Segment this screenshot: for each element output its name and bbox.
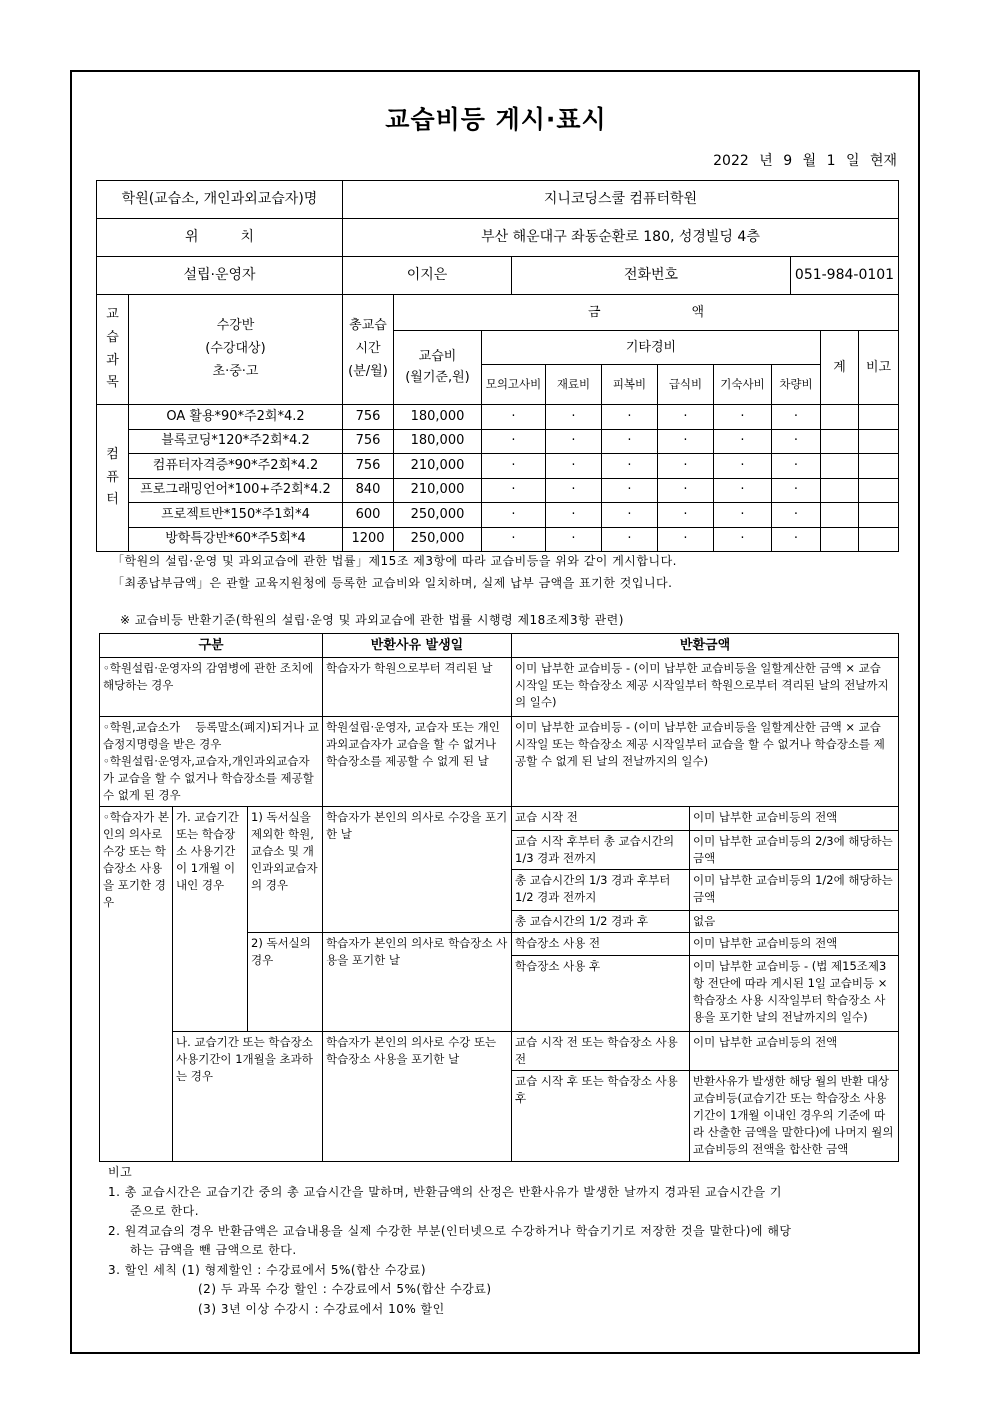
total-header: 계 xyxy=(821,331,859,405)
refund-date: 학습자가 학원으로부터 격리된 날 xyxy=(323,658,512,717)
total-cell xyxy=(821,478,859,503)
other-expense-cell: · xyxy=(482,503,546,528)
other-expense-cell: · xyxy=(546,503,602,528)
refund-condition: 총 교습시간의 1/2 경과 후 xyxy=(512,911,690,933)
remark-2: 2. 원격교습의 경우 반환금액은 교습내용을 실제 수강한 부분(인터넷으로 수강하거나 학습기기로 저장한 것을 말한다)에 해당 xyxy=(108,1223,792,1238)
remark-1-cont: 준으로 한다. xyxy=(130,1204,200,1218)
note-2: 「최종납부금액」은 관할 교육지원청에 등록한 교습비와 일치하며, 실제 납부 금액을 표기한 것입니다. xyxy=(112,576,673,590)
class-header-line1: 수강반 xyxy=(216,318,255,334)
other-expense-cell: · xyxy=(546,478,602,503)
refund-condition: 학습장소 사용 전 xyxy=(512,933,690,956)
fee-cell: 250,000 xyxy=(394,503,482,528)
other-expense-cell: · xyxy=(546,429,602,454)
hours-cell: 756 xyxy=(343,454,394,479)
date-day-label: 일 xyxy=(845,153,860,169)
location-label: 위 치 xyxy=(97,219,343,257)
refund-amount: 없음 xyxy=(690,911,899,933)
class-cell: 프로젝트반*150*주1회*4 xyxy=(129,503,343,528)
date-month-label: 월 xyxy=(802,153,817,169)
total-cell xyxy=(821,454,859,479)
other-expense-cell: · xyxy=(772,429,821,454)
other-expense-cell: · xyxy=(714,478,772,503)
fee-cell: 250,000 xyxy=(394,527,482,552)
other-expense-cell: · xyxy=(482,405,546,430)
refund-table xyxy=(99,633,899,1162)
hours-header-line1: 총교습 xyxy=(349,318,387,334)
refund-case-line: ◦학원설립·운영자,교습자,개인과외교습자가 교습을 할 수 없거나 학습장소를 제공할 수 없게 된 경우 xyxy=(103,754,314,802)
phone-label: 전화번호 xyxy=(512,257,791,295)
other-item-header: 재료비 xyxy=(546,365,602,405)
other-expense-cell: · xyxy=(602,405,658,430)
class-header-line2: (수강대상) xyxy=(205,341,266,357)
refund-amount: 이미 납부한 교습비등의 2/3에 해당하는 금액 xyxy=(690,831,899,870)
fee-row xyxy=(97,454,899,479)
other-expense-cell: · xyxy=(772,478,821,503)
remark-cell xyxy=(859,527,899,552)
refund-condition: 교습 시작 후부터 총 교습시간의 1/3 경과 전까지 xyxy=(512,831,690,870)
remark-2-cont: 하는 금액을 뺀 금액으로 한다. xyxy=(130,1243,297,1257)
hours-cell: 1200 xyxy=(343,527,394,552)
date-line xyxy=(713,150,897,170)
class-header-line3: 초·중·고 xyxy=(212,363,259,379)
refund-header-amount: 반환금액 xyxy=(512,634,899,658)
total-cell xyxy=(821,429,859,454)
other-expense-cell: · xyxy=(482,429,546,454)
total-cell xyxy=(821,503,859,528)
class-cell: 프로그래밍언어*100+주2회*4.2 xyxy=(129,478,343,503)
hours-cell: 756 xyxy=(343,429,394,454)
refund-case-ga2: 2) 독서실의 경우 xyxy=(248,933,323,1032)
other-expense-cell: · xyxy=(602,527,658,552)
other-item-header: 모의고사비 xyxy=(482,365,546,405)
other-expense-cell: · xyxy=(602,429,658,454)
page-title: 교습비등 게시·표시 xyxy=(385,105,607,134)
refund-condition: 교습 시작 전 xyxy=(512,807,690,831)
total-cell xyxy=(821,527,859,552)
refund-amount: 이미 납부한 교습비등 - (이미 납부한 교습비등을 일할계산한 금액 × 교습 시작일 또는 학습장소 제공 시작일부터 학원으로부터 격리된 날의 전날까지의 일수) xyxy=(512,658,899,717)
fee-row xyxy=(97,478,899,503)
hours-header-line2: 시간 xyxy=(355,341,381,357)
hours-header xyxy=(343,295,394,405)
remark-cell xyxy=(859,429,899,454)
other-expense-cell: · xyxy=(546,405,602,430)
hours-header-line3: (분/월) xyxy=(348,363,388,379)
refund-condition: 총 교습시간의 1/3 경과 후부터 1/2 경과 전까지 xyxy=(512,870,690,911)
remarks xyxy=(108,1163,898,1319)
class-header xyxy=(129,295,343,405)
fee-row xyxy=(97,503,899,528)
other-expense-cell: · xyxy=(658,478,714,503)
other-expense-cell: · xyxy=(772,527,821,552)
academy-name: 지니코딩스쿨 컴퓨터학원 xyxy=(343,181,899,219)
other-expense-cell: · xyxy=(658,527,714,552)
remark-header: 비고 xyxy=(859,331,899,405)
other-expense-cell: · xyxy=(714,405,772,430)
remark-cell xyxy=(859,478,899,503)
other-expense-cell: · xyxy=(546,527,602,552)
total-cell xyxy=(821,405,859,430)
refund-amount: 이미 납부한 교습비등의 1/2에 해당하는 금액 xyxy=(690,870,899,911)
amount-header: 금 액 xyxy=(394,295,899,331)
fee-table xyxy=(96,294,899,552)
other-expense-cell: · xyxy=(602,454,658,479)
date-year: 2022 xyxy=(713,153,749,169)
other-expense-cell: · xyxy=(658,429,714,454)
class-cell: 컴퓨터자격증*90*주2회*4.2 xyxy=(129,454,343,479)
other-expense-cell: · xyxy=(714,429,772,454)
other-expense-cell: · xyxy=(714,503,772,528)
location: 부산 해운대구 좌동순환로 180, 성경빌딩 4층 xyxy=(343,219,899,257)
refund-amount: 이미 납부한 교습비등의 전액 xyxy=(690,933,899,956)
remark-cell xyxy=(859,503,899,528)
fee-header-line1: 교습비 xyxy=(418,348,457,364)
fee-header xyxy=(394,331,482,405)
refund-case-na: 나. 교습기간 또는 학습장소 사용기간이 1개월을 초과하는 경우 xyxy=(173,1032,323,1162)
refund-case-line: ◦학원,교습소가 등록말소(폐지)되거나 교습정지명령을 받은 경우 xyxy=(103,720,319,751)
other-expense-cell: · xyxy=(602,478,658,503)
fee-cell: 210,000 xyxy=(394,454,482,479)
refund-amount: 이미 납부한 교습비등의 전액 xyxy=(690,1032,899,1071)
other-expense-cell: · xyxy=(482,527,546,552)
refund-condition: 교습 시작 후 또는 학습장소 사용 후 xyxy=(512,1071,690,1162)
other-expense-cell: · xyxy=(714,454,772,479)
refund-case: ◦학원설립·운영자의 감염병에 관한 조치에 해당하는 경우 xyxy=(100,658,323,717)
remark-cell xyxy=(859,454,899,479)
refund-condition: 학습장소 사용 후 xyxy=(512,956,690,1032)
date-year-label: 년 xyxy=(759,153,773,169)
refund-date: 학습자가 본인의 의사로 수강 또는 학습장소 사용을 포기한 날 xyxy=(323,1032,512,1162)
refund-case-ga: 가. 교습기간 또는 학습장소 사용기간이 1개월 이내인 경우 xyxy=(173,807,248,1032)
refund-amount: 이미 납부한 교습비등의 전액 xyxy=(690,807,899,831)
remark-1: 1. 총 교습시간은 교습기간 중의 총 교습시간을 말하며, 반환금액의 산정은 반환사유가 발생한 날까지 경과된 교습시간을 기 xyxy=(108,1184,782,1199)
other-expense-cell: · xyxy=(772,503,821,528)
refund-amount: 이미 납부한 교습비등 - (법 제15조제3항 전단에 따라 게시된 1일 교습비등 × 학습장소 사용 시작일부터 학습장소 사용을 포기한 날의 전날까지의 일수) xyxy=(690,956,899,1032)
phone: 051-984-0101 xyxy=(791,257,899,295)
subject-cell: 컴퓨터 xyxy=(97,405,129,552)
other-expense-cell: · xyxy=(658,405,714,430)
other-expense-cell: · xyxy=(658,454,714,479)
other-item-header: 피복비 xyxy=(602,365,658,405)
academy-info-table xyxy=(96,180,899,295)
remark-3-3: (3) 3년 이상 수강시 : 수강료에서 10% 할인 xyxy=(198,1301,445,1316)
fee-cell: 210,000 xyxy=(394,478,482,503)
fee-row xyxy=(97,405,899,430)
other-expense-cell: · xyxy=(482,454,546,479)
other-expense-cell: · xyxy=(546,454,602,479)
other-expense-cell: · xyxy=(602,503,658,528)
other-item-header: 급식비 xyxy=(658,365,714,405)
other-expense-cell: · xyxy=(714,527,772,552)
other-expense-cell: · xyxy=(772,405,821,430)
refund-case-ga1: 1) 독서실을 제외한 학원, 교습소 및 개인과외교습자의 경우 xyxy=(248,807,323,933)
fee-cell: 180,000 xyxy=(394,405,482,430)
refund-heading: ※ 교습비등 반환기준(학원의 설립·운영 및 과외교습에 관한 법률 시행령 제18조제3항 관련) xyxy=(120,613,624,627)
other-expense-cell: · xyxy=(772,454,821,479)
class-cell: 블록코딩*120*주2회*4.2 xyxy=(129,429,343,454)
refund-header-category: 구분 xyxy=(100,634,323,658)
date-day: 1 xyxy=(826,153,836,169)
date-month: 9 xyxy=(783,153,793,169)
refund-case xyxy=(100,717,323,807)
fee-cell: 180,000 xyxy=(394,429,482,454)
refund-date: 학원설립·운영자, 교습자 또는 개인과외교습자가 교습을 할 수 없거나 학습장소를 제공할 수 없게 된 날 xyxy=(323,717,512,807)
remarks-heading: 비고 xyxy=(108,1165,133,1179)
other-item-header: 차량비 xyxy=(772,365,821,405)
hours-cell: 600 xyxy=(343,503,394,528)
refund-amount: 반환사유가 발생한 해당 월의 반환 대상 교습비등(교습기간 또는 학습장소 사용기간이 1개월 이내인 경우의 기준에 따라 산출한 금액을 말한다)에 나머지 월의 교습비등의 전액을 합산한 금액 xyxy=(690,1071,899,1162)
remark-3-2: (2) 두 과목 수강 할인 : 수강료에서 5%(합산 수강료) xyxy=(198,1282,492,1296)
operator-label: 설립·운영자 xyxy=(97,257,343,295)
other-item-header: 기숙사비 xyxy=(714,365,772,405)
class-cell: OA 활용*90*주2회*4.2 xyxy=(129,405,343,430)
subject-header: 교습과목 xyxy=(97,295,129,405)
note-1: 「학원의 설립·운영 및 과외교습에 관한 법률」제15조 제3항에 따라 교습비등을 위와 같이 게시합니다. xyxy=(112,554,677,568)
fee-row xyxy=(97,429,899,454)
refund-header-date: 반환사유 발생일 xyxy=(323,634,512,658)
remark-3: 3. 할인 세칙 (1) 형제할인 : 수강료에서 5%(합산 수강료) xyxy=(108,1262,427,1277)
class-cell: 방학특강반*60*주5회*4 xyxy=(129,527,343,552)
refund-case-giveup: ◦학습자가 본인의 의사로 수강 또는 학습장소 사용을 포기한 경우 xyxy=(100,807,173,1162)
other-expenses-header: 기타경비 xyxy=(482,331,821,365)
refund-amount: 이미 납부한 교습비등 - (이미 납부한 교습비등을 일할계산한 금액 × 교습 시작일 또는 학습장소 제공 시작일부터 교습을 할 수 없거나 학습장소를 제공할 수 없게 된 날의 전날까지의 일수) xyxy=(512,717,899,807)
other-expense-cell: · xyxy=(658,503,714,528)
operator: 이지은 xyxy=(343,257,512,295)
fee-header-line2: (월기준,원) xyxy=(405,369,470,385)
academy-name-label: 학원(교습소, 개인과외교습자)명 xyxy=(97,181,343,219)
fee-row xyxy=(97,527,899,552)
refund-date: 학습자가 본인의 의사로 수강을 포기한 날 xyxy=(323,807,512,933)
hours-cell: 756 xyxy=(343,405,394,430)
hours-cell: 840 xyxy=(343,478,394,503)
refund-date: 학습자가 본인의 의사로 학습장소 사용을 포기한 날 xyxy=(323,933,512,1032)
date-suffix: 현재 xyxy=(869,153,897,169)
remark-cell xyxy=(859,405,899,430)
refund-condition: 교습 시작 전 또는 학습장소 사용 전 xyxy=(512,1032,690,1071)
other-expense-cell: · xyxy=(482,478,546,503)
